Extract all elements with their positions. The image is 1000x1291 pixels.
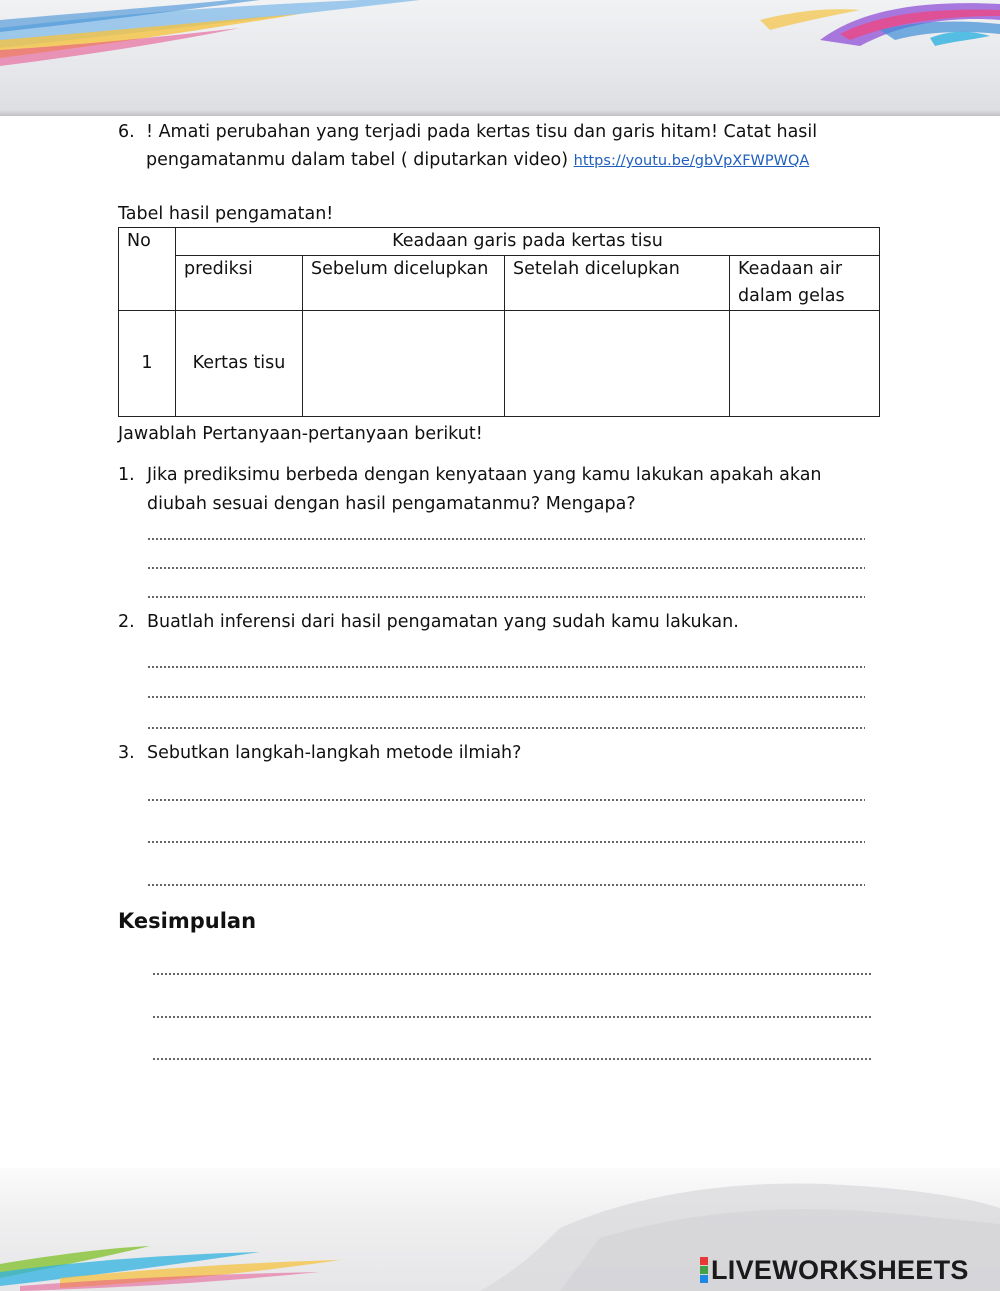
question-6-line1: ! Amati perubahan yang terjadi pada kertas tisu dan garis hitam! Catat hasil: [146, 122, 818, 142]
conclusion-line-1[interactable]: [152, 973, 872, 975]
answer-line-2c[interactable]: [147, 727, 865, 729]
question-1-number: 1.: [118, 465, 135, 485]
answer-line-2a[interactable]: [147, 666, 865, 668]
answer-line-3a[interactable]: [147, 799, 865, 801]
video-link[interactable]: https://youtu.be/gbVpXFWPWQA: [573, 153, 810, 169]
cell-keadaan-air[interactable]: [730, 311, 880, 417]
question-3-line1: Sebutkan langkah-langkah metode ilmiah?: [147, 743, 522, 763]
table-header-row-1: [119, 228, 880, 256]
table-row: [119, 311, 880, 417]
header-group: Keadaan garis pada kertas tisu: [176, 228, 880, 256]
question-6-line2-wrap: [146, 146, 809, 175]
brand-mark: [700, 1255, 969, 1285]
header-prediksi: prediksi: [176, 256, 303, 311]
answer-line-2b[interactable]: [147, 696, 865, 698]
header-setelah: Setelah dicelupkan: [505, 256, 730, 311]
question-2-number: 2.: [118, 612, 135, 632]
row-number: 1: [119, 311, 176, 417]
header-banner: [0, 0, 1000, 116]
table-title: Tabel hasil pengamatan!: [118, 204, 334, 224]
answer-line-1a[interactable]: [147, 538, 865, 540]
brand-logo-icon: [700, 1257, 708, 1283]
conclusion-heading: Kesimpulan: [118, 909, 257, 933]
conclusion-line-2[interactable]: [152, 1016, 872, 1018]
answer-line-1b[interactable]: [147, 567, 865, 569]
header-swoosh-graphic: [0, 0, 1000, 116]
instructions: Jawablah Pertanyaan-pertanyaan berikut!: [118, 424, 483, 444]
question-2-line1: Buatlah inferensi dari hasil pengamatan yang sudah kamu lakukan.: [147, 612, 739, 632]
question-1-line1: Jika prediksimu berbeda dengan kenyataan yang kamu lakukan apakah akan: [147, 465, 822, 485]
answer-line-3c[interactable]: [147, 884, 865, 886]
cell-sebelum[interactable]: [303, 311, 505, 417]
row-label: Kertas tisu: [176, 311, 303, 417]
question-6-number: 6.: [118, 122, 135, 142]
brand-name: LIVEWORKSHEETS: [711, 1254, 969, 1285]
brand-logo-blue: [700, 1275, 708, 1283]
brand-logo-green: [700, 1266, 708, 1274]
answer-line-1c[interactable]: [147, 596, 865, 598]
brand-logo-red: [700, 1257, 708, 1265]
conclusion-line-3[interactable]: [152, 1058, 872, 1060]
header-keadaan-air: Keadaan air dalam gelas: [730, 256, 880, 311]
question-6-line2: pengamatanmu dalam tabel ( diputarkan video): [146, 150, 569, 170]
question-3-number: 3.: [118, 743, 135, 763]
observation-table: [118, 227, 880, 417]
header-shadow: [0, 110, 1000, 116]
question-1-line2: diubah sesuai dengan hasil pengamatanmu? Mengapa?: [147, 494, 636, 514]
cell-setelah[interactable]: [505, 311, 730, 417]
header-no: No: [119, 228, 176, 311]
header-sebelum: Sebelum dicelupkan: [303, 256, 505, 311]
answer-line-3b[interactable]: [147, 841, 865, 843]
table-header-row-2: [119, 256, 880, 311]
